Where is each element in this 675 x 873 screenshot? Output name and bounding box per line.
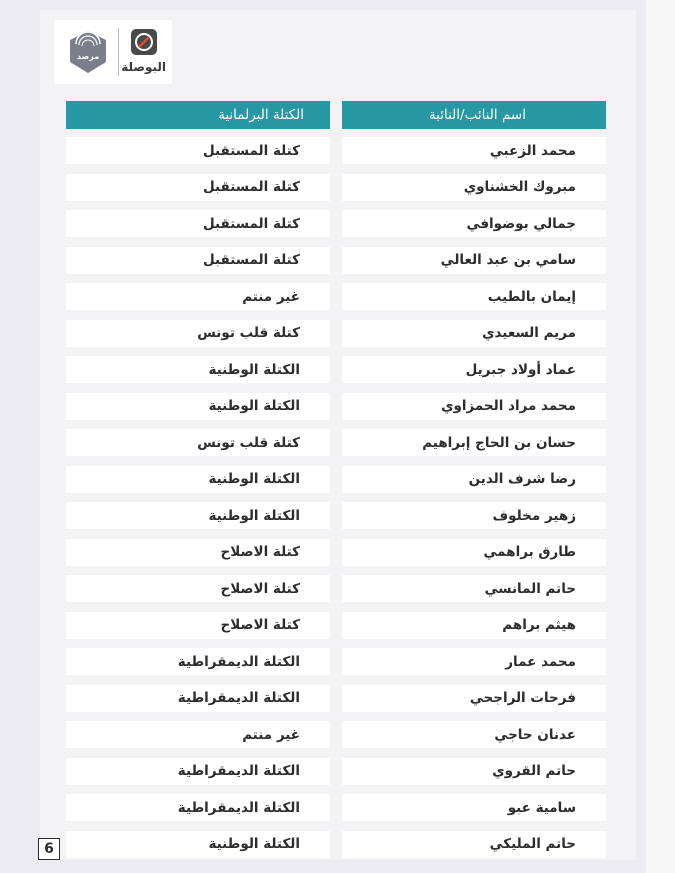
table-row bbox=[66, 174, 606, 201]
bloc-cell bbox=[66, 575, 330, 602]
deputy-bloc: الكتلة الوطنية bbox=[208, 398, 300, 414]
bloc-cell bbox=[66, 393, 330, 420]
deputy-bloc: الكتلة الوطنية bbox=[208, 836, 300, 852]
name-cell bbox=[342, 721, 606, 748]
bloc-cell bbox=[66, 612, 330, 639]
compass-logo-icon bbox=[128, 28, 160, 58]
deputy-bloc: الكتلة الوطنية bbox=[208, 361, 300, 378]
table-row bbox=[66, 575, 606, 602]
bloc-cell bbox=[66, 356, 330, 383]
table-row bbox=[66, 648, 606, 675]
deputy-name: محمد عمار bbox=[505, 653, 576, 670]
page-edge bbox=[646, 0, 675, 873]
deputy-bloc: كتلة المستقبل bbox=[202, 252, 300, 268]
name-cell bbox=[342, 137, 606, 164]
table-row bbox=[66, 831, 606, 858]
name-cell bbox=[342, 502, 606, 529]
name-cell bbox=[342, 685, 606, 712]
deputy-bloc: كتلة الاصلاح bbox=[220, 617, 300, 633]
deputy-bloc: كتلة المستقبل bbox=[202, 142, 300, 159]
bloc-cell bbox=[66, 648, 330, 675]
deputy-bloc: كتلة الاصلاح bbox=[220, 544, 300, 560]
table-row bbox=[66, 137, 606, 164]
page-number: 6 bbox=[38, 838, 60, 860]
deputy-bloc: الكتلة الديمقراطية bbox=[177, 653, 300, 670]
table-row bbox=[66, 356, 606, 383]
table-row bbox=[66, 539, 606, 566]
deputy-name: إيمان بالطيب bbox=[487, 288, 576, 305]
deputy-bloc: الكتلة الوطنية bbox=[208, 471, 300, 487]
bloc-cell bbox=[66, 137, 330, 164]
bloc-cell bbox=[66, 502, 330, 529]
name-cell bbox=[342, 794, 606, 821]
deputy-name: عدنان حاجي bbox=[494, 726, 576, 743]
deputy-name: محمد الزعبي bbox=[489, 142, 576, 159]
header-bloc-cell bbox=[66, 101, 330, 129]
header-name-cell bbox=[342, 101, 606, 129]
bloc-cell bbox=[66, 174, 330, 201]
name-cell bbox=[342, 612, 606, 639]
header-name-label: اسم النائب/النائبة bbox=[428, 107, 526, 123]
table-row bbox=[66, 210, 606, 237]
name-cell bbox=[342, 393, 606, 420]
deputy-bloc: الكتلة الديمقراطية bbox=[177, 763, 300, 779]
table-header bbox=[66, 101, 606, 129]
deputies-table bbox=[66, 101, 606, 867]
bloc-cell bbox=[66, 210, 330, 237]
deputy-name: مريم السعيدي bbox=[482, 325, 576, 341]
compass-logo-text: البوصلة bbox=[121, 60, 166, 74]
header-bloc-label: الكتلة البرلمانية bbox=[218, 107, 304, 123]
deputy-name: حاتم المانسي bbox=[484, 580, 576, 597]
name-cell bbox=[342, 648, 606, 675]
bloc-cell bbox=[66, 685, 330, 712]
name-cell bbox=[342, 356, 606, 383]
bloc-cell bbox=[66, 831, 330, 858]
deputy-name: زهير مخلوف bbox=[492, 507, 576, 524]
bloc-cell bbox=[66, 283, 330, 310]
name-cell bbox=[342, 758, 606, 785]
table-row bbox=[66, 612, 606, 639]
deputy-name: محمد مراد الحمزاوي bbox=[441, 398, 576, 414]
bloc-cell bbox=[66, 247, 330, 274]
table-row bbox=[66, 393, 606, 420]
name-cell bbox=[342, 429, 606, 456]
deputy-bloc: كتلة المستقبل bbox=[202, 215, 300, 232]
bloc-cell bbox=[66, 758, 330, 785]
bloc-cell bbox=[66, 794, 330, 821]
deputy-name: مبروك الخشناوي bbox=[463, 179, 576, 195]
deputy-name: رضا شرف الدين bbox=[468, 471, 576, 487]
table-row bbox=[66, 758, 606, 785]
deputy-name: هيثم براهم bbox=[502, 617, 576, 633]
name-cell bbox=[342, 466, 606, 493]
table-row bbox=[66, 721, 606, 748]
deputy-name: حاتم المليكي bbox=[489, 836, 576, 852]
deputy-name: سامي بن عبد العالي bbox=[440, 252, 576, 268]
deputy-bloc: كتلة المستقبل bbox=[202, 179, 300, 195]
name-cell bbox=[342, 575, 606, 602]
name-cell bbox=[342, 320, 606, 347]
table-row bbox=[66, 502, 606, 529]
deputy-bloc: غير منتم bbox=[242, 726, 300, 743]
name-cell bbox=[342, 283, 606, 310]
table-row bbox=[66, 794, 606, 821]
deputy-name: حسان بن الحاج إبراهيم bbox=[422, 434, 576, 451]
deputy-bloc: غير منتم bbox=[242, 288, 300, 305]
table-row bbox=[66, 320, 606, 347]
bloc-cell bbox=[66, 320, 330, 347]
deputy-bloc: كتلة الاصلاح bbox=[220, 580, 300, 597]
bloc-cell bbox=[66, 429, 330, 456]
table-row bbox=[66, 247, 606, 274]
deputy-bloc: الكتلة الديمقراطية bbox=[177, 690, 300, 706]
name-cell bbox=[342, 174, 606, 201]
table-body bbox=[66, 137, 606, 858]
bloc-cell bbox=[66, 721, 330, 748]
name-cell bbox=[342, 831, 606, 858]
deputy-name: حاتم القروي bbox=[492, 763, 576, 779]
deputy-bloc: كتلة قلب تونس bbox=[197, 434, 300, 451]
deputy-bloc: الكتلة الديمقراطية bbox=[177, 799, 300, 816]
logos-area bbox=[54, 20, 172, 84]
deputy-name: سامية عبو bbox=[507, 799, 576, 816]
name-cell bbox=[342, 210, 606, 237]
deputy-name: فرحات الراجحي bbox=[469, 690, 576, 706]
logo-divider bbox=[118, 28, 119, 76]
name-cell bbox=[342, 539, 606, 566]
deputy-bloc: كتلة قلب تونس bbox=[197, 325, 300, 341]
deputy-name: طارق براهمي bbox=[483, 544, 576, 560]
table-row bbox=[66, 429, 606, 456]
table-row bbox=[66, 466, 606, 493]
deputy-bloc: الكتلة الوطنية bbox=[208, 507, 300, 524]
observatory-logo-text: مرصد bbox=[76, 52, 100, 61]
bloc-cell bbox=[66, 539, 330, 566]
table-row bbox=[66, 685, 606, 712]
name-cell bbox=[342, 247, 606, 274]
deputy-name: جمالي بوضوافي bbox=[466, 215, 576, 232]
bloc-cell bbox=[66, 466, 330, 493]
deputy-name: عماد أولاد جبريل bbox=[465, 361, 576, 378]
table-row bbox=[66, 283, 606, 310]
